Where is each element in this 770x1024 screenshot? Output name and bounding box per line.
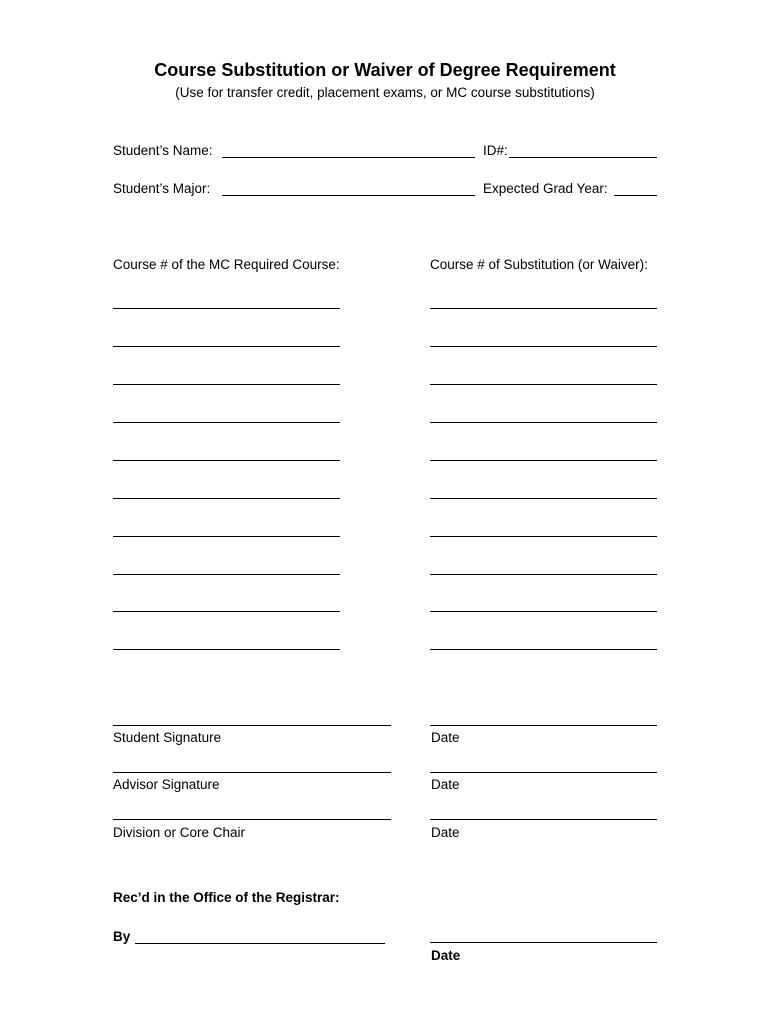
required-course-field[interactable]: [113, 308, 340, 309]
id-field[interactable]: [509, 157, 657, 158]
substitution-course-field[interactable]: [430, 611, 657, 612]
substitution-course-field[interactable]: [430, 384, 657, 385]
substitution-course-field[interactable]: [430, 460, 657, 461]
substitution-course-field[interactable]: [430, 422, 657, 423]
substitution-course-field[interactable]: [430, 498, 657, 499]
substitution-course-field[interactable]: [430, 536, 657, 537]
required-course-header: Course # of the MC Required Course:: [113, 257, 340, 272]
chair-signature-date-label: Date: [431, 825, 460, 840]
required-course-field[interactable]: [113, 460, 340, 461]
required-course-field[interactable]: [113, 384, 340, 385]
advisor-signature-label: Advisor Signature: [113, 777, 220, 792]
student-name-label: Student’s Name:: [113, 143, 213, 158]
registrar-by-field[interactable]: [135, 943, 385, 944]
required-course-field[interactable]: [113, 536, 340, 537]
form-title: Course Substitution or Waiver of Degree Requirement: [154, 60, 616, 80]
advisor-signature-date-label: Date: [431, 777, 460, 792]
student-signature-date-field[interactable]: [430, 725, 657, 726]
chair-signature-date-field[interactable]: [430, 819, 657, 820]
chair-signature-label: Division or Core Chair: [113, 825, 246, 840]
required-course-field[interactable]: [113, 649, 340, 650]
registrar-date-label: Date: [431, 948, 461, 963]
student-name-field[interactable]: [222, 157, 475, 158]
advisor-signature-date-field[interactable]: [430, 772, 657, 773]
required-course-field[interactable]: [113, 346, 340, 347]
student-major-label: Student’s Major:: [113, 181, 211, 196]
student-signature-date-label: Date: [431, 730, 460, 745]
expected-grad-year-field[interactable]: [614, 195, 657, 196]
required-course-field[interactable]: [113, 574, 340, 575]
substitution-course-field[interactable]: [430, 346, 657, 347]
substitution-course-field[interactable]: [430, 308, 657, 309]
expected-grad-year-label: Expected Grad Year:: [483, 181, 608, 196]
required-course-field[interactable]: [113, 611, 340, 612]
id-label: ID#:: [483, 143, 508, 158]
substitution-course-field[interactable]: [430, 574, 657, 575]
form-subtitle: (Use for transfer credit, placement exams, or MC course substitutions): [175, 85, 595, 100]
student-signature-field[interactable]: [113, 725, 391, 726]
substitution-course-header: Course # of Substitution (or Waiver):: [430, 257, 648, 272]
required-course-field[interactable]: [113, 422, 340, 423]
chair-signature-field[interactable]: [113, 819, 391, 820]
required-course-field[interactable]: [113, 498, 340, 499]
advisor-signature-field[interactable]: [113, 772, 391, 773]
substitution-course-field[interactable]: [430, 649, 657, 650]
student-major-field[interactable]: [222, 195, 475, 196]
registrar-date-field[interactable]: [430, 942, 657, 943]
registrar-label: Rec’d in the Office of the Registrar:: [113, 890, 340, 905]
by-label: By: [113, 929, 131, 944]
student-signature-label: Student Signature: [113, 730, 222, 745]
